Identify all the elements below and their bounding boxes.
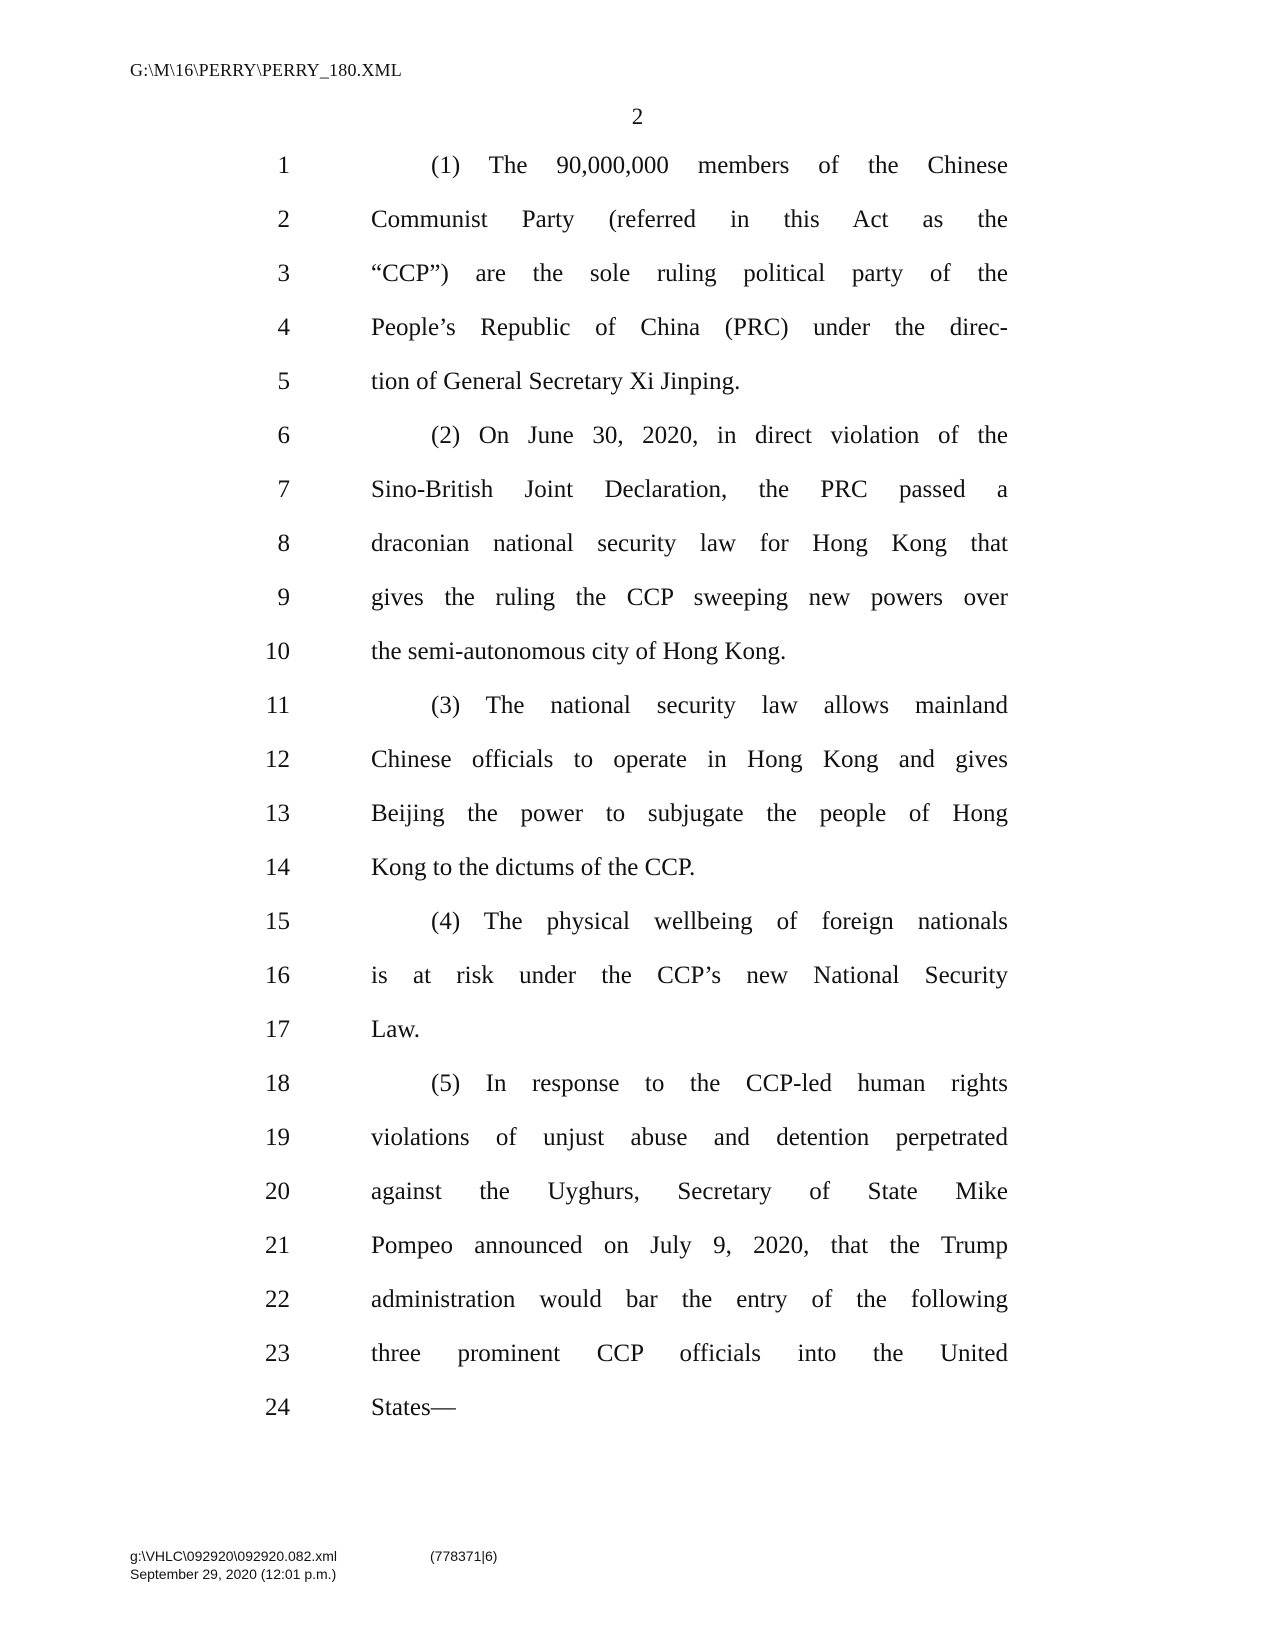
- line-number: 23: [265, 1340, 290, 1367]
- text-line: [0, 308, 1275, 362]
- text-line: [0, 146, 1275, 200]
- line-text: Sino-British Joint Declaration, the PRC passed a: [371, 476, 1008, 503]
- line-number: 22: [265, 1286, 290, 1313]
- line-text: (3) The national security law allows mainland: [431, 692, 1008, 719]
- line-number: 3: [277, 260, 290, 287]
- line-text: gives the ruling the CCP sweeping new powers over: [371, 584, 1008, 611]
- text-line: [0, 1118, 1275, 1172]
- line-number: 20: [265, 1178, 290, 1205]
- text-line: [0, 794, 1275, 848]
- line-number: 4: [277, 314, 290, 341]
- text-line: [0, 740, 1275, 794]
- text-line: [0, 1334, 1275, 1388]
- text-line: [0, 200, 1275, 254]
- text-line: [0, 1172, 1275, 1226]
- line-text: violations of unjust abuse and detention perpetrated: [371, 1124, 1008, 1151]
- text-line: [0, 848, 1275, 902]
- line-text: (2) On June 30, 2020, in direct violation of the: [431, 422, 1008, 449]
- line-text: administration would bar the entry of the following: [371, 1286, 1008, 1313]
- line-number: 10: [265, 638, 290, 665]
- line-number: 6: [277, 422, 290, 449]
- page-number: 2: [631, 104, 644, 129]
- line-text: (4) The physical wellbeing of foreign nationals: [431, 908, 1008, 935]
- line-number: 8: [277, 530, 290, 557]
- text-line: [0, 902, 1275, 956]
- line-text: Beijing the power to subjugate the people of Hong: [371, 800, 1008, 827]
- text-line: [0, 1064, 1275, 1118]
- line-number: 17: [265, 1016, 290, 1043]
- footer-date: September 29, 2020 (12:01 p.m.): [130, 1566, 337, 1582]
- line-number: 21: [265, 1232, 290, 1259]
- line-text: People’s Republic of China (PRC) under the direc-: [371, 314, 1008, 341]
- line-text: tion of General Secretary Xi Jinping.: [371, 368, 741, 395]
- text-line: [0, 1388, 1275, 1442]
- text-line: [0, 956, 1275, 1010]
- line-text: Communist Party (referred in this Act as the: [371, 206, 1008, 233]
- footer-document-code: (778371|6): [430, 1548, 498, 1564]
- text-line: [0, 1226, 1275, 1280]
- bill-text: [0, 146, 1275, 1442]
- text-line: [0, 632, 1275, 686]
- line-number: 19: [265, 1124, 290, 1151]
- text-line: [0, 470, 1275, 524]
- text-line: [0, 1280, 1275, 1334]
- line-text: States—: [371, 1394, 456, 1421]
- line-number: 7: [277, 476, 290, 503]
- line-text: is at risk under the CCP’s new National Security: [371, 962, 1008, 989]
- line-text: the semi-autonomous city of Hong Kong.: [371, 638, 787, 665]
- line-text: (1) The 90,000,000 members of the Chinese: [431, 152, 1008, 179]
- line-text: three prominent CCP officials into the United: [371, 1340, 1008, 1367]
- line-number: 1: [277, 152, 290, 179]
- text-line: [0, 686, 1275, 740]
- line-number: 9: [277, 584, 290, 611]
- footer-file-path: g:\VHLC\092920\092920.082.xml: [130, 1548, 338, 1564]
- text-line: [0, 254, 1275, 308]
- line-number: 12: [265, 746, 290, 773]
- line-number: 16: [265, 962, 290, 989]
- line-text: “CCP”) are the sole ruling political party of the: [371, 260, 1008, 287]
- text-line: [0, 1010, 1275, 1064]
- line-text: Chinese officials to operate in Hong Kong and gives: [371, 746, 1008, 773]
- line-number: 13: [265, 800, 290, 827]
- text-line: [0, 524, 1275, 578]
- line-number: 24: [265, 1394, 290, 1421]
- line-text: draconian national security law for Hong Kong that: [371, 530, 1008, 557]
- line-text: against the Uyghurs, Secretary of State Mike: [371, 1178, 1008, 1205]
- text-line: [0, 416, 1275, 470]
- line-number: 5: [277, 368, 290, 395]
- line-number: 18: [265, 1070, 290, 1097]
- line-number: 15: [265, 908, 290, 935]
- line-text: Law.: [371, 1016, 421, 1043]
- text-line: [0, 578, 1275, 632]
- line-number: 2: [277, 206, 290, 233]
- line-text: Pompeo announced on July 9, 2020, that the Trump: [371, 1232, 1008, 1259]
- line-number: 14: [265, 854, 290, 881]
- line-text: (5) In response to the CCP-led human rights: [431, 1070, 1008, 1097]
- line-number: 11: [265, 692, 290, 719]
- text-line: [0, 362, 1275, 416]
- file-path-header: G:\M\16\PERRY\PERRY_180.XML: [130, 60, 402, 80]
- line-text: Kong to the dictums of the CCP.: [371, 854, 696, 881]
